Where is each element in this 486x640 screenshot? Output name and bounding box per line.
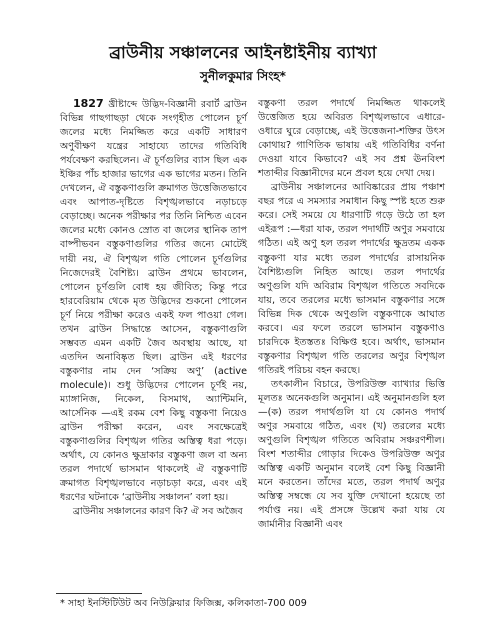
paragraph (60, 97, 247, 505)
right-column (258, 97, 445, 532)
author-name: সুনীলকুমার সিংহ* (200, 69, 286, 83)
paragraph: ব্রাউনীয় সঞ্চালনের কারণ কি? ঐ সব অজৈব (73, 506, 243, 518)
year: 1827 (73, 97, 104, 110)
left-column (60, 97, 247, 519)
footnote-divider (56, 593, 142, 594)
paragraph-text: খ্রীষ্টাব্দে উদ্ভিদ-বিজ্ঞানী রবার্ট ব্রাউন বিভিন্ন গাছগাছড়া থেকে সংগৃহীত পোলেন চূর্ণ জলের মধ্যে নিমজ্জিত করে একটি সাধারণ অণুবীক্ষণ যন্ত্রের সাহায্যে তাদের গতিবিধি পর্যবেক্ষণ করছিলেন। ঐ চূর্ণগুলির ব্যাস ছিল এক ইঞ্চির পাঁচ হাজার ভাগের এক ভাগের মতন। তিনি দেখলেন, ঐ বস্তুকণাগুলি ক্রমাগত উত্তেজিতভাবে এবং আপাত-দৃষ্টিতে বিশৃঙ্খলভাবে নড়াচড়ে বেড়াচ্ছে। অনেক পরীক্ষার পর তিনি নিশ্চিত এবেন জলের মধ্যে কোনও স্রোত বা জলের স্থানিক তাপ বাষ্পীভবন বস্তুকণাগুলির গতির জন্যে মোটেই দায়ী নয়, ঐ বিশৃঙ্খল গতি পোলেন চূর্ণগুলির নিজেদেরই বৈশিষ্ট্য। ব্রাউন প্রথমে ভাবলেন, পোলেন চূর্ণগুলি বোধ হয় জীবিত; কিন্তু পরে হারবেরিয়াম থেকে মৃত উদ্ভিদের শুকনো পোলেন চূর্ণ নিয়ে পরীক্ষা করেও একই ফল পাওয়া গেল। তখন ব্রাউন সিদ্ধান্তে আসেন, বস্তুকণাগুলি সম্ভবত এমন একটি জৈব অবস্থায় আছে, যা এতদিন অনাবিষ্কৃত ছিল। ব্রাউন এই ধরণের বস্তুকণার নাম দেন ‘সক্রিয় অণু’ (active molecule)। শুধু উদ্ভিদের পোলেন চূর্ণই নয়, ম্যাঙ্গানিজ, নিকেল, বিসমাথ, অ্যান্টিমনি, আর্সেনিক —এই রকম বেশ কিছু বস্তুকণা নিয়েও ব্রাউন পরীক্ষা করেন, এবং সবক্ষেত্রেই বস্তুকণাগুলির বিশৃঙ্খল গতির অস্তিত্ব ধরা পড়ে। অর্থাৎ, যে কোনও ক্ষুদ্রাকার বস্তুকণা জল বা অন্য তরল পদার্থে ভাসমান থাকলেই ঐ বস্তুকণাটি ক্রমাগত বিশৃঙ্খলভাবে নড়াচড়া করে, এবং এই ধরণের ঘটনাকে ‘ব্রাউনীয় সঞ্চালন’ বলা হয়। (60, 99, 247, 504)
article-title: ব্রাউনীয় সঞ্চালনের আইনষ্টাইনীয় ব্যাখ্যা (109, 43, 377, 62)
paragraph: ব্রাউনীয় সঞ্চালনের আবিষ্কারের প্রায় পঞ্চাশ বছর পরে এ সমস্যার সমাধান কিছু স্পষ্ট হতে শুরু করে। সেই সময়ে যে ধারণাটি গড়ে উঠে তা হল এইরূপ :—ধরা যাক, তরল পদার্থটি অণুর সমবায়ে গঠিত। এই অণু হল তরল পদার্থের ক্ষুদ্রতম একক বস্তুকণা যার মধ্যে তরল পদার্থের রাসায়নিক বৈশিষ্ট্যগুলি নিহিত আছে। তরল পদার্থের অণুগুলি যদি অবিরাম বিশৃঙ্খল গতিতে সবদিকে যায়, তবে তরলের মধ্যে ভাসমান বস্তুকণার সঙ্গে বিভিন্ন দিক থেকে অণুগুলি বস্তুকণাকে আঘাত করবে। এর ফলে তরলে ভাসমান বস্তুকণাও চারদিকে ইতস্ততঃ বিক্ষিপ্ত হবে। অর্থাৎ, ভাসমান বস্তুকণার বিশৃঙ্খল গতি তরলের অণুর বিশৃঙ্খল গতিরই পরিচয় বহন করছে। (258, 182, 445, 376)
paragraph: তৎকালীন বিচারে, উপরিউক্ত ব্যাখ্যার ভিত্তি মূলতঃ অনেকগুলি অনুমান। এই অনুমানগুলি হল—(ক) তরল পদার্থগুলি যা যে কোনও পদার্থ অণুর সমবায়ে গঠিত, এবং (খ) তরলের মধ্যে অণুগুলি বিশৃঙ্খল গতিতে অবিরাম সঞ্চরণশীল। বিংশ শতাব্দীর গোড়ার দিকেও উপরিউক্ত অণুর অস্তিত্ব একটি অনুমান বলেই বেশ কিছু বিজ্ঞানী মনে করতেন। তাঁদের মতে, তরল পদার্থ অণুর অস্তিত্ব সম্বন্ধে যে সব যুক্তি দেখানো হয়েছে তা পর্যাপ্ত নয়। এই প্রসঙ্গে উল্লেখ করা যায় যে জার্মানীর বিজ্ঞানী এবং (258, 378, 445, 531)
footnote: * সাহা ইনস্টিটিউট অব নিউক্লিয়ার ফিজিক্স, কলিকাতা-700 009 (60, 598, 307, 609)
paragraph: বস্তুকণা তরল পদার্থে নিমজ্জিত থাকলেই উত্তেজিত হয়ে অবিরত বিশৃঙ্খলভাবে এধারে-ওধারে ঘুরে বেড়াচ্ছে, এই উত্তেজনা-শক্তির উৎস কোথায়? গাণিতিক ভাষায় এই গতিবিধির বর্ণনা দেওয়া যাবে কিভাবে? এই সব প্রশ্ন ঊনবিংশ শতাব্দীর বিজ্ঞানীদের মনে প্রবল হয়ে দেখা দেয়। (258, 98, 445, 180)
